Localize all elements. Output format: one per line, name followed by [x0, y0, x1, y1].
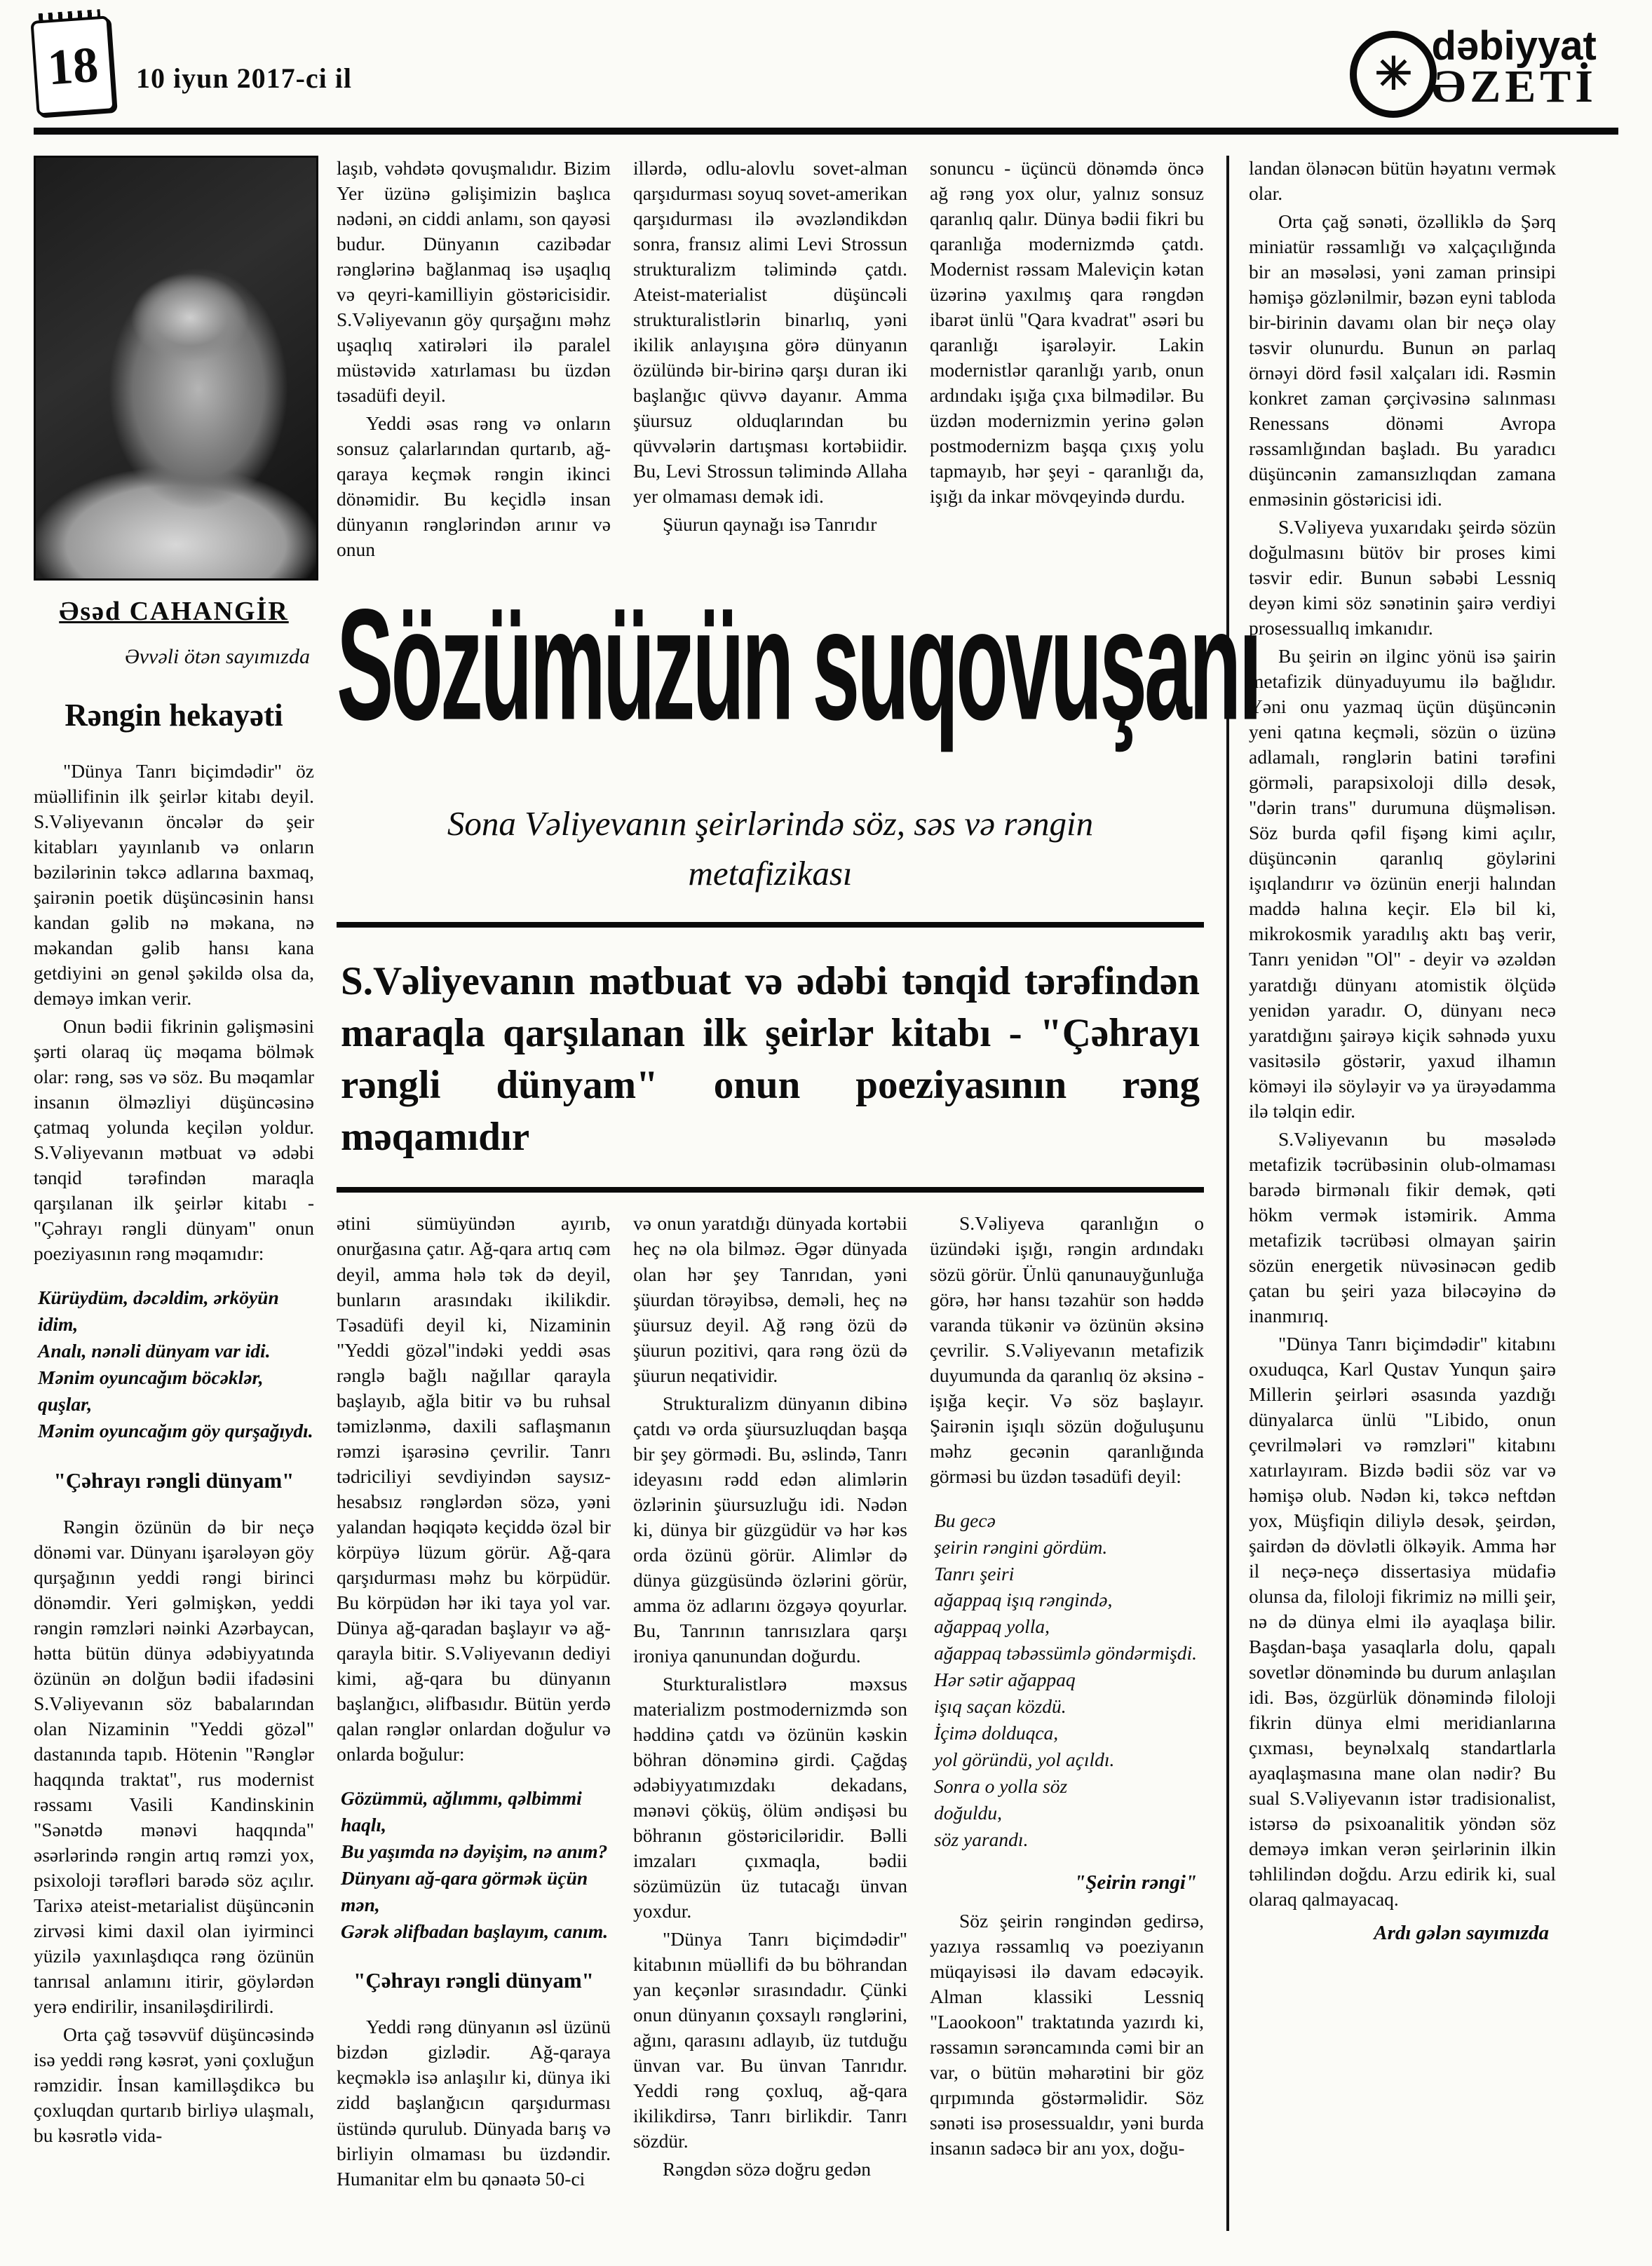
poem-line: yol göründü, yol açıldı. [934, 1749, 1115, 1771]
paragraph: S.Vəliyeva yuxarıdakı şeirdə sözün doğulmasını bütöv bir proses kimi təsvir edir. Bunun səbəbi Lessniq deyən kimi söz sənətinin şairə verdiyi prosessuallıq imkanıdır. [1249, 516, 1556, 639]
poem-line: ağappaq yolla, [934, 1615, 1050, 1638]
poem [934, 1507, 1204, 1853]
author-photo [34, 156, 318, 581]
poem-line: Mənim oyuncağım böcəklər, quşlar, [38, 1366, 264, 1416]
poem-line: İçimə dolduqca, [934, 1722, 1059, 1744]
paragraph: Strukturalizm dünyanın dibinə çatdı və orda şüursuzluqdan başqa bir şey görmədi. Bu, əslində, Tanrı ideyasını rədd edən alimlərin özlərinin şüursuzluğu idi. Nədən ki, dünya bir güzgüdür və hər kəs orda özünü görür. Alimlər də dünya güzgüsündə özlərini görür, amma öz adlarını özgəyə qoyurlar. Bu, Tanrının tanrısızlara qarşı ironiya qanunundan doğurdu. [633, 1392, 907, 1667]
paragraph: Şüurun qaynağı isə Tanrıdır [663, 513, 877, 536]
paragraph: landan ölənəcən bütün həyatını vermək olar. [1249, 157, 1556, 205]
page-header [0, 0, 1652, 121]
poem-line: Gözümmü, ağlımmı, qəlbimmi haqlı, [341, 1786, 582, 1836]
paragraph: laşıb, vəhdətə qovuşmalıdır. Bizim Yer üzünə gəlişimizin başlıca nədəni, ən ciddi anlamı, son qayəsi budur. Dünyanın cazibədar rənglərinə bağlanmaq isə uşaqlıq və qeyri-kamilliyin göstəricisidir. S.Vəliyevanın göy qurşağını məhz uşaqlıq xatirələri ilə paralel müstəvidə xatırlaması bu üzdən təsadüfi deyil. [337, 157, 611, 407]
continuation-note: Əvvəli ötən sayımızda [124, 645, 310, 668]
poem-line: işıq saçan közdü. [934, 1695, 1067, 1718]
poem [341, 1785, 611, 1945]
top-text-band [337, 156, 1204, 573]
poem-line: Mənim oyuncağım göy qurşağıydı. [38, 1420, 313, 1441]
article-headline: Sözümüzün suqovuşanı [337, 576, 1260, 753]
paragraph: Sturkturalistlərə məxsus materializm postmodernizmdə son həddinə çatdı və özünün kəskin böhran dönəminə girdi. Çağdaş ədəbiyyatımızdakı dekadans, mənəvi çöküş, ölüm əndişəsi bu böhranın göstəriciləridir. Bəlli imzaları çıxmaqla, bədii sözümüzün üz tutacağı ünvan yoxdur. [633, 1672, 907, 1922]
bottom-column-1 [337, 1211, 611, 2194]
paragraph: S.Vəliyevanın bu məsələdə metafizik təcrübəsinin olub-olmaması barədə birmənalı fikir demək, qəti hökm vermək istəmirik. Amma metafizik təcrübəsi olmayan şairin sözün energetik nüvəsinəcən gedib çatan bu şeiri yaza biləcəyinə də inanmırıq. [1249, 1127, 1556, 1327]
paragraph: "Dünya Tanrı biçimdədir" kitabının müəllifi də bu böhrandan yan keçənlər sırasındadır. Çünki onun dünyanın çoxsaylı rənglərini, ağını, qarasını adlayıb, üz tutduğu ünvan var. Bu ünvan Tanrıdır. Yeddi rəng çoxluq, ağ-qara ikilikdirsə, Tanrı birlikdir. Tanrı sözdür. [633, 1927, 907, 2152]
poem-line: Hər sətir ağappaq [934, 1669, 1076, 1691]
author-name: Əsəd CAHANGİR [59, 597, 289, 626]
paragraph: ətini sümüyündən ayırıb, onurğasına çatır. Ağ-qara artıq cəm deyil, amma hələ tək də deyil, bunların arasındakı ikilikdir. Təsadüfi deyil ki, Nizaminin "Yeddi gözəl"indəki yeddi əsas rənglə bağlı nağıllar qarayla başlayıb, ağla bitir və bu ruhsal təmizlənmə, daxili saflaşmanın rəmzi işarəsinə çevrilir. Tanrı tədriciliyi sevdiyindən saysız-hesabsız rənglərdən sözə, yəni yalandan həqiqətə keçiddə özəl bir körpüyə lüzum görür. Ağ-qara qarşıdurması məhz bu körpüdür. Bu körpüdən hər iki taya yol var. Dünya ağ-qaradan başlayır və ağ-qarayla bitir. S.Vəliyevanın dediyi kimi, ağ-qara bu dünyanın başlanğıcı, əlifbasıdır. Bütün yerdə qalan rənglər onlardan doğulur və onlarda boğulur: [337, 1212, 611, 1765]
logo-line1: dəbiyyat [1431, 23, 1597, 69]
article-subtitle: Sona Vəliyevanın şeirlərində söz, səs və rəngin metafizikası [447, 804, 1094, 893]
signature-line: "Şeirin rəngi" [1074, 1871, 1197, 1894]
poem-line: ağappaq təbəssümlə göndərmişdi. [934, 1642, 1198, 1664]
paragraph: Rəngdən sözə doğru gedən [663, 2158, 872, 2180]
center-column [337, 156, 1260, 2194]
paragraph: Yeddi rəng dünyanın əsl üzünü bizdən gizlədir. Ağ-qaraya keçməklə isə anlaşılır ki, dünya iki zidd başlanğıcın qarşıdurması üstündə qurulub. Dünyada barış və birliyin olmaması bu üzdəndir. Humanitar elm bu qənaətə 50-ci [337, 2016, 611, 2190]
page-content [0, 156, 1652, 2266]
paragraph: Yeddi əsas rəng və onların sonsuz çalarlarından qurtarıb, ağ-qaraya keçmək rəngin ikinci dönəmidir. Bu keçidlə insan dünyanın rənglərindən arınır və onun [337, 412, 611, 561]
right-column [1226, 156, 1556, 2231]
article-lede: S.Vəliyevanın mətbuat və ədəbi tənqid tərəfindən maraqla qarşılanan ilk şeirlər kitabı - "Çəhrayı rəngli dünyam" onun poeziyasının rəng məqamıdır [337, 922, 1204, 1193]
paragraph: Onun bədii fikrinin gəlişməsini şərti olaraq üç məqama bölmək olar: rəng, səs və söz. Bu məqamlar insanın ölməzliyi düşüncəsinə çatmaq yolunda keçilən yoldur. S.Vəliyevanın mətbuat və ədəbi tənqid tərəfindən maraqla qarşılanan ilk şeirlər kitabı - "Çəhrayı rəngli dünyam" onun poeziyasının rəng məqamıdır: [34, 1015, 314, 1265]
poem-line: Tanrı şeiri [934, 1562, 1015, 1585]
logo-star-icon: ✳ [1350, 31, 1437, 118]
logo-text [1431, 23, 1597, 113]
poem-line: doğuldu, [934, 1801, 1003, 1824]
header-left [34, 18, 352, 114]
top-column-1 [337, 156, 611, 573]
calendar-icon [30, 15, 115, 116]
logo-line2: ƏZETİ [1431, 61, 1597, 113]
poem-line: Dünyanı ağ-qara görmək üçün mən, [341, 1866, 588, 1915]
poem-line: Sonra o yolla söz [934, 1775, 1068, 1798]
paragraph: illərdə, odlu-alovlu sovet-alman qarşıdurması soyuq sovet-amerikan qarşıdurması ilə əvəzləndikdən sonra, fransız alimi Levi Strossun strukturalizm təlimində çatdı. Ateist-materialist düşüncəli strukturalistlərin binarlıq, yəni ikilik anlayışına görə dünyanın özülündə bir-birinə qarşı duran iki başlanğıc qüvvə dayanır. Amma şüursuz olduqlarından bu qüvvələrin dartışması kortəbiidir. Bu, Levi Strossun təlimində Allaha yer olmaması demək idi. [633, 157, 908, 508]
poem-line: Gərək əlifbadan başlayım, canım. [341, 1920, 609, 1942]
header-rule [34, 128, 1618, 135]
poem-line: Kürüydüm, dəcəldim, ərköyün idim, [38, 1287, 279, 1336]
poem-line: söz yarandı. [934, 1828, 1029, 1850]
newspaper-logo [1350, 18, 1618, 118]
paragraph: sonuncu - üçüncü dönəmdə öncə ağ rəng yox olur, yalnız sonsuz qaranlıq qalır. Dünya bədii fikri bu qaranlığa modernizmdə çatdı. Modernist rəssam Maleviçin kətan üzərinə yaxılmış qara rəngdən ibarət ünlü "Qara kvadrat" əsəri bu qaranlığı işarələyir. Lakin modernistlər qaranlığı yarıb, onun ardındakı işığa çıxa bilmədilər. Bu üzdən modernizmin yerinə gələn postmodernizm başqa çıxış yolu tapmayıb, hər şeyi - qaranlığı da, işığı da inkar mövqeyində durdu. [930, 157, 1204, 508]
paragraph: və onun yaratdığı dünyada kortəbii heç nə ola bilməz. Əgər dünyada olan hər şey Tanrıdan, yəni şüurdan törəyibsə, deməli, heç nə şüursuz deyil. Ağ rəng özü də şüurun pozitivi, qara rəng özü də şüurun neqatividir. [633, 1212, 907, 1386]
signature-line: Ardı gələn sayımızda [1374, 1922, 1549, 1945]
left-column [34, 156, 314, 2151]
poem-line: Bu gecə [934, 1509, 996, 1531]
poem [38, 1284, 314, 1444]
section-title: Rəngin hekayəti [65, 698, 283, 733]
paragraph: "Dünya Tanrı biçimdədir" öz müəllifinin ilk şeirlər kitabı deyil. S.Vəliyevanın öncələr də şeir kitabları yayınlanıb və onların bəzilərinin təkcə adlarına baxmaq, şairənin poetik düşüncəsinin hansı kandan gəlib nə məkana, nə məkandan gəlib hansı kana getdiyini ən genəl şəkildə olsa da, deməyə imkan verir. [34, 760, 314, 1010]
poem-line: Bu yaşımda nə dəyişim, nə anım? [341, 1840, 608, 1862]
poem-line: ağappaq işıq rəngində, [934, 1589, 1113, 1611]
paragraph: Orta çağ sənəti, özəlliklə də Şərq miniatür rəssamlığı və xalçaçılığında bir an məsələsi, yəni zaman prinsipi həmişə gözlənilmir, bəzən eyni tabloda bir-birinin davamı olan bir neçə olay təsvir olunurdu. Bunun ən parlaq örnəyi dörd fəsil xalçaları idi. Rəsmin konkret zaman çərçivəsinə salınması Renessans dönəmi Avropa rəssamlığından başladı. Bu yaradıcı düşüncənin zamansızlıqdan zamana enməsinin göstəricisi idi. [1249, 210, 1556, 510]
section-subtitle: "Çəhrayı rəngli dünyam" [353, 1968, 594, 1993]
bottom-column-2 [633, 1211, 907, 2194]
bottom-text-band [337, 1211, 1204, 2194]
bottom-column-3 [930, 1211, 1204, 2194]
top-column-2 [633, 156, 907, 573]
paragraph: "Dünya Tanrı biçimdədir" kitabını oxuduqca, Karl Qustav Yunqun şairə Millerin şeirləri əsasında yazdığı dünyalarca ünlü "Libido, onun çevrilmələri və rəmzləri" kitabını xatırlayıram. Bizdə bədii söz var və həmişə olub. Nədən ki, təkcə neftdən yox, Müşfiqin diliylə desək, şeirdən, şairdən də dövlətli ölkəyik. Amma hər il neçə-neçə dissertasiya müdafiə olunsa da, filoloji fikrimiz nə milli şeir, nə də dünya elmi ilə ayaqlaşa bilir. Başdan-başa yasaqlarla dolu, qapalı sovetlər dönəmində bu durum anlaşılan idi. Bəs, özgürlük dönəmində filoloji fikrin dünya elmi meridianlarına çıxması, beynəlxalq standartlarla ayaqlaşmasına mane olan nədir? Bu sual S.Vəliyevanın istər tradisionalist, istərsə də psixoanalitik yöndən söz deməyə imkan verən şeirlərinin ilkin təhlilindən doğdu. Arzu edirik ki, sual olaraq qalmayacaq. [1249, 1332, 1556, 1911]
paragraph: Orta çağ təsəvvüf düşüncəsində isə yeddi rəng kəsrət, yəni çoxluğun rəmzidir. İnsan kamilləşdikcə bu çoxluqdan qurtarıb birliyə ulaşmalı, bu kəsrətlə vida- [34, 2023, 314, 2147]
top-column-3 [930, 156, 1204, 573]
paragraph: S.Vəliyeva qaranlığın o üzündəki işığı, rəngin ardındakı sözü görür. Ünlü qanunauyğunluğa görə, hər hansı təzahür son həddə varanda tükənir və özünün əksinə çevrilir. S.Vəliyevanın metafizik duyumunda da qaranlıq öz əksinə - işığa keçir. Və söz başlayır. Şairənin işıqlı sözün doğuluşunu məhz gecənin qaranlığında görməsi bu üzdən təsadüfi deyil: [930, 1212, 1204, 1487]
poem-line: şeirin rəngini gördüm. [934, 1535, 1108, 1558]
paragraph: Bu şeirin ən ilginc yönü isə şairin metafizik dünyaduyumu ilə bağlıdır. Yəni onu yazmaq üçün düşüncənin yeni qatına keçməli, sözün o üzünə adlamalı, rənglərin batini tərəfini görməli, parapsixoloji dillə desək, "dərin trans" durumuna düşməlisən. Söz burda qəfil fişəng kimi açılır, düşüncənin qaranlıq göylərini işıqlandırır və özünün enerji halından maddə halına keçir. Elə bil ki, mikrokosmik yaradılış aktı baş verir, Tanrı yenidən "Ol" - deyir və əzəldən yaratdığı dünyanı atomistik ölçüdə yenidən yaradır. O, dünyanı necə yaratdığını şairəyə kiçik səhnədə yuxu vasitəsilə göstərir, yaxud ilhamın köməyi ilə söyləyir və ya ürəyədamma ilə təlqin edir. [1249, 645, 1556, 1122]
left-column-text [34, 645, 314, 2148]
paragraph: Rəngin özünün də bir neçə dönəmi var. Dünyanı işarələyən göy qurşağının yeddi rəngi birinci dönəmdir. Yeri gəlmişkən, yeddi rəngin rəmzləri nəinki Azərbaycan, hətta bütün dünya ədəbiyyatında özünün ən dolğun bədii ifadəsini S.Vəliyevanın söz babalarından olan Nizaminin "Yeddi gözəl" dastanında tapıb. Hötenin "Rənglər haqqında traktat", rus modernist rəssamı Vasili Kandinskinin "Sənətdə mənəvi haqqında" əsərlərində rəngin artıq rəmzi yox, psixoloji tərəfləri barədə söz açılır. Tarixə ateist-metarialist düşüncənin zirvəsi kimi daxil olan iyirminci yüzilə yaxınlaşdıqca rəng özünün tanrısal anlamını itirir, göylərdən yerə endirilir, insaniləşdirilirdi. [34, 1515, 314, 2018]
paragraph: Söz şeirin rəngindən gedirsə, yazıya rəssamlıq və poeziyanın müqayisəsi ilə davam edəcəyik. Alman klassiki Lessniq "Laookoon" traktatında yazırdı ki, rəssamın sərəncamında cəmi bir an var, o bütün məharətini bir göz qırpımında göstərməlidir. Söz sənəti isə prosessualdır, yəni burda insanın sadəcə bir anı yox, doğu- [930, 1909, 1204, 2159]
headline-wrap [337, 576, 1260, 761]
page-number: 18 [46, 36, 100, 96]
issue-date: 10 iyun 2017-ci il [136, 62, 353, 94]
poem-line: Analı, nənəli dünyam var idi. [38, 1340, 271, 1362]
section-subtitle: "Çəhrayı rəngli dünyam" [53, 1467, 294, 1493]
